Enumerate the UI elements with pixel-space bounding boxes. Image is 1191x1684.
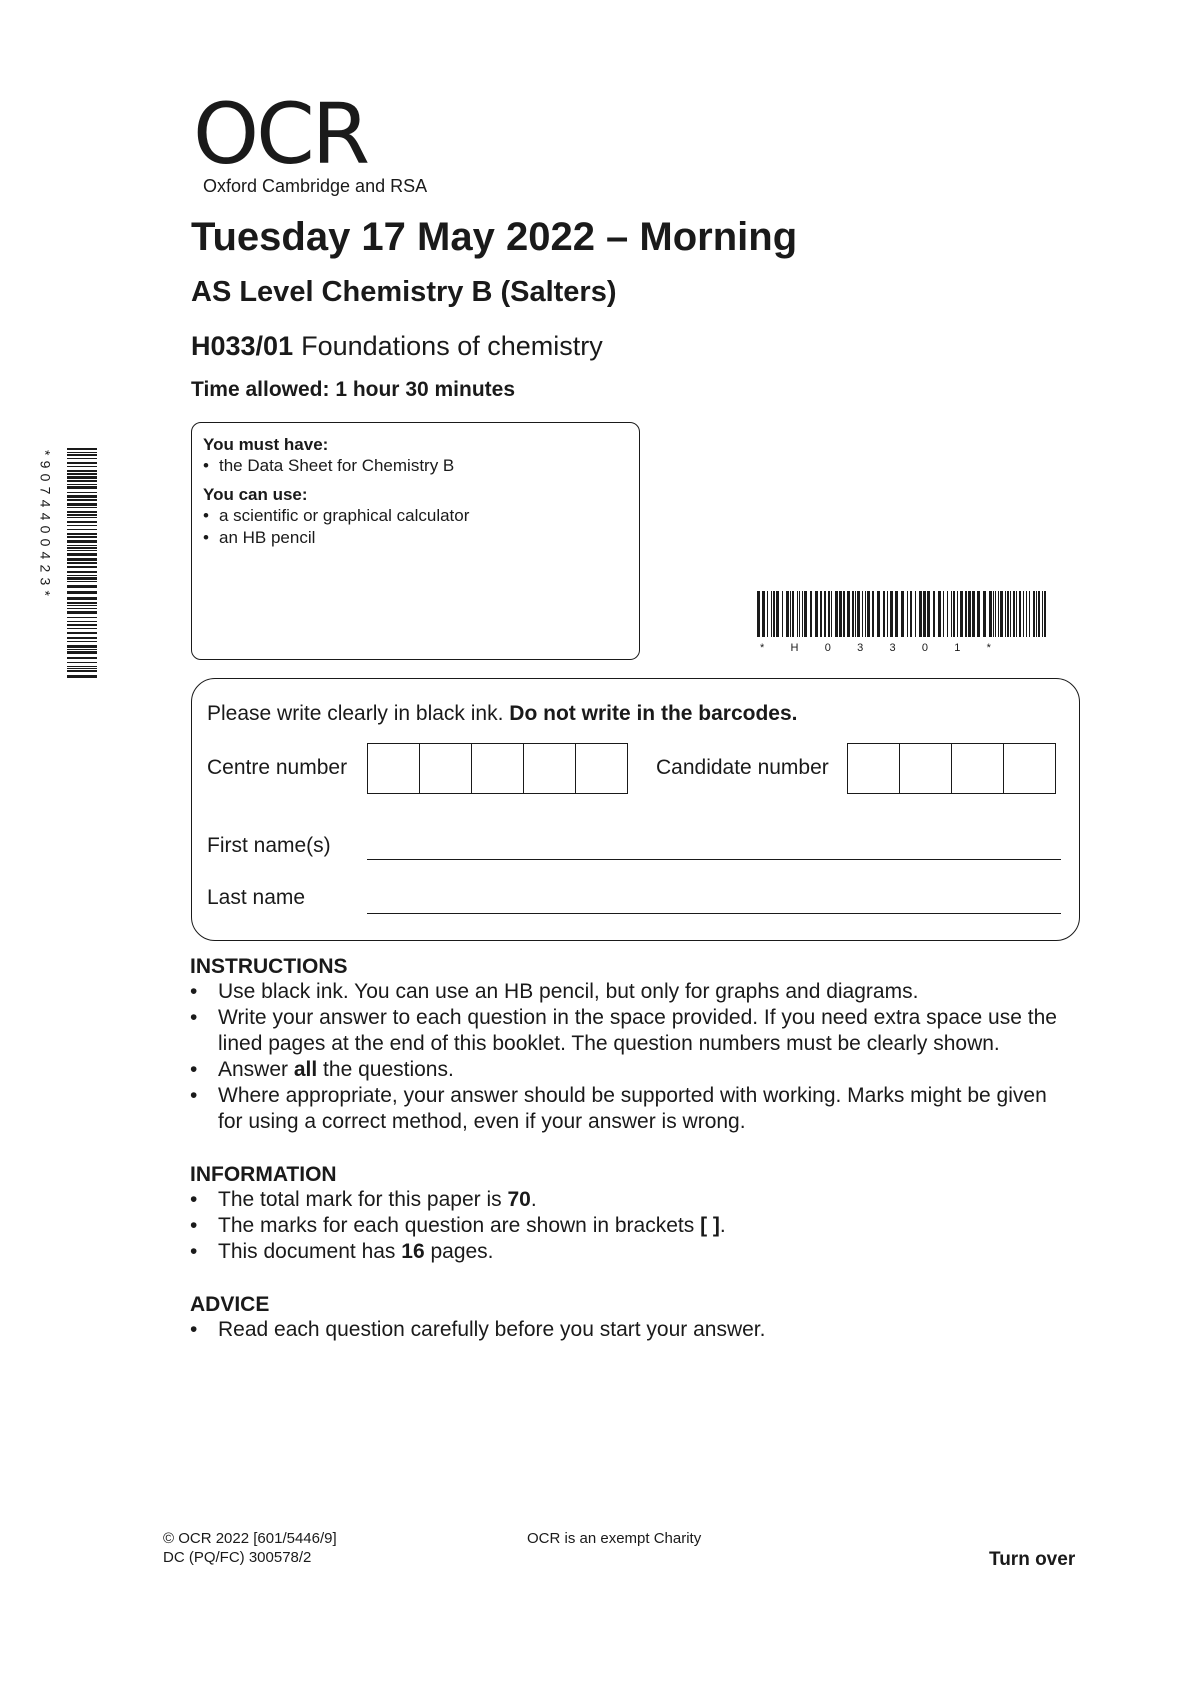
black-ink-notice: Please write clearly in black ink. Do not write in the barcodes. [207, 702, 798, 725]
candidate-digit-box[interactable] [951, 743, 1004, 794]
paper-code-line [191, 331, 603, 362]
instruction-item: • Use black ink. You can use an HB pencil, but only for graphs and diagrams. [190, 979, 1090, 1005]
centre-digit-box[interactable] [575, 743, 628, 794]
advice-section [190, 1293, 1090, 1343]
instructions-section [190, 955, 1090, 1135]
first-name-line[interactable] [367, 859, 1061, 860]
centre-number-boxes[interactable] [368, 743, 628, 794]
instruction-item: • Answer all the questions. [190, 1057, 1090, 1083]
candidate-digit-box[interactable] [1003, 743, 1056, 794]
vertical-barcode [37, 448, 99, 685]
logo-subtitle: Oxford Cambridge and RSA [203, 176, 428, 196]
advice-heading: ADVICE [190, 1293, 270, 1316]
ocr-logo: OCR [193, 85, 368, 183]
candidate-details-box [191, 678, 1080, 941]
instruction-item: • Where appropriate, your answer should be supported with working. Marks might be given for using a correct method, even if your answer is wrong. [190, 1083, 1068, 1135]
can-use-heading: You can use: [203, 485, 308, 504]
horizontal-barcode [757, 591, 1047, 658]
candidate-digit-box[interactable] [847, 743, 900, 794]
vertical-barcode-text: *9074400423* [37, 450, 54, 602]
centre-number-label: Centre number [207, 756, 348, 779]
instruction-item: • Write your answer to each question in the space provided. If you need extra space use the lined pages at the end of this booklet. The question numbers must be clearly shown. [190, 1005, 1068, 1057]
advice-item: • Read each question carefully before you start your answer. [190, 1317, 1090, 1343]
equipment-box [191, 422, 640, 660]
must-have-heading: You must have: [203, 435, 329, 454]
information-section [190, 1163, 1090, 1265]
centre-digit-box[interactable] [419, 743, 472, 794]
candidate-number-boxes[interactable] [848, 743, 1056, 794]
can-use-item: • an HB pencil [203, 527, 628, 549]
paper-title: Foundations of chemistry [301, 331, 603, 361]
subject-title: AS Level Chemistry B (Salters) [191, 276, 617, 308]
information-item: • The marks for each question are shown in brackets [ ]. [190, 1213, 1090, 1239]
first-name-label: First name(s) [207, 834, 331, 857]
time-allowed: Time allowed: 1 hour 30 minutes [191, 378, 516, 401]
last-name-label: Last name [207, 886, 306, 909]
centre-digit-box[interactable] [523, 743, 576, 794]
instructions-heading: INSTRUCTIONS [190, 955, 348, 978]
copyright-text: © OCR 2022 [601/5446/9] [163, 1530, 337, 1547]
horizontal-barcode-text: * H 0 3 3 0 1 * [760, 642, 1003, 654]
centre-digit-box[interactable] [471, 743, 524, 794]
information-item: • This document has 16 pages. [190, 1239, 1090, 1265]
information-item: • The total mark for this paper is 70. [190, 1187, 1090, 1213]
candidate-digit-box[interactable] [899, 743, 952, 794]
dc-code: DC (PQ/FC) 300578/2 [163, 1549, 312, 1566]
centre-digit-box[interactable] [367, 743, 420, 794]
footer-left [163, 1529, 337, 1567]
last-name-line[interactable] [367, 913, 1061, 914]
turn-over-text: Turn over [989, 1549, 1076, 1570]
charity-notice: OCR is an exempt Charity [527, 1530, 702, 1547]
exam-date-title: Tuesday 17 May 2022 – Morning [191, 215, 798, 259]
paper-code: H033/01 [191, 331, 294, 361]
information-heading: INFORMATION [190, 1163, 337, 1186]
can-use-item: • a scientific or graphical calculator [203, 505, 628, 527]
barcode-warning: Do not write in the barcodes. [509, 702, 798, 725]
candidate-number-label: Candidate number [656, 756, 829, 779]
must-have-item: • the Data Sheet for Chemistry B [203, 455, 628, 477]
